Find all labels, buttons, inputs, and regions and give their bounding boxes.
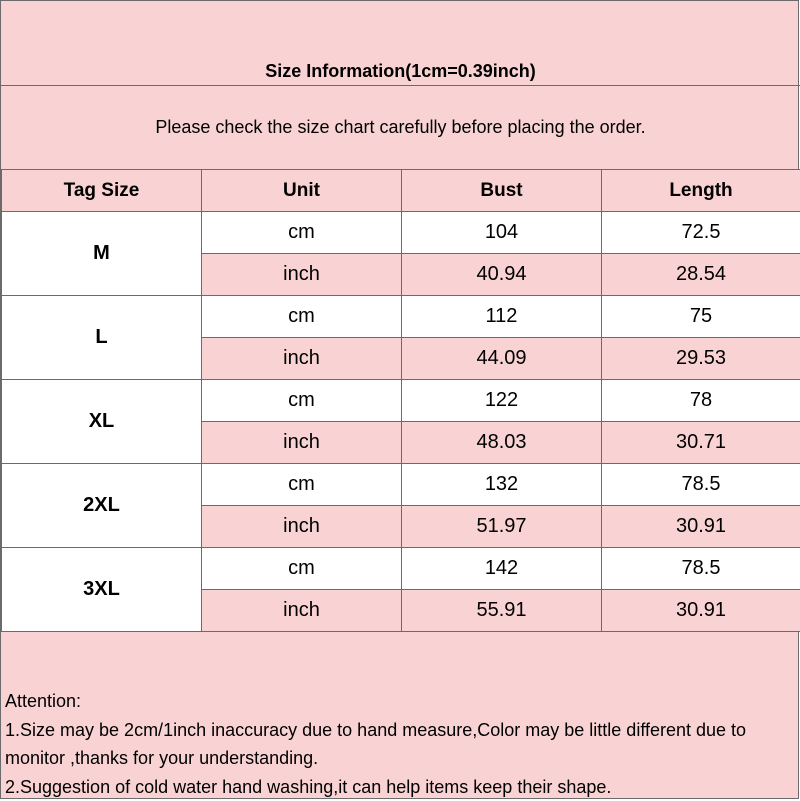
- unit-cell: inch: [202, 506, 402, 548]
- unit-cell: cm: [202, 548, 402, 590]
- length-cell: 30.91: [602, 506, 800, 548]
- length-cell: 29.53: [602, 338, 800, 380]
- length-cell: 78.5: [602, 464, 800, 506]
- size-info-title: Size Information(1cm=0.39inch): [1, 1, 800, 86]
- bust-cell: 51.97: [402, 506, 602, 548]
- bust-cell: 48.03: [402, 422, 602, 464]
- unit-cell: cm: [202, 464, 402, 506]
- attention-line-1: 1.Size may be 2cm/1inch inaccuracy due to hand measure,Color may be little different due to monitor ,thanks for your understanding.: [5, 716, 795, 773]
- table-row: [2, 548, 800, 590]
- length-cell: 28.54: [602, 254, 800, 296]
- tag-size-cell: 3XL: [2, 548, 202, 632]
- unit-cell: inch: [202, 338, 402, 380]
- bust-cell: 142: [402, 548, 602, 590]
- unit-cell: inch: [202, 254, 402, 296]
- header-length: Length: [602, 170, 800, 212]
- header-unit: Unit: [202, 170, 402, 212]
- size-chart-notice: Please check the size chart carefully before placing the order.: [1, 86, 800, 170]
- length-cell: 72.5: [602, 212, 800, 254]
- header-bust: Bust: [402, 170, 602, 212]
- length-cell: 75: [602, 296, 800, 338]
- tag-size-cell: M: [2, 212, 202, 296]
- attention-heading: Attention:: [5, 687, 795, 716]
- length-cell: 78.5: [602, 548, 800, 590]
- unit-cell: cm: [202, 212, 402, 254]
- bust-cell: 55.91: [402, 590, 602, 632]
- bust-cell: 122: [402, 380, 602, 422]
- length-cell: 78: [602, 380, 800, 422]
- unit-cell: inch: [202, 422, 402, 464]
- length-cell: 30.91: [602, 590, 800, 632]
- table-row: [2, 212, 800, 254]
- bust-cell: 44.09: [402, 338, 602, 380]
- tag-size-cell: XL: [2, 380, 202, 464]
- unit-cell: inch: [202, 590, 402, 632]
- tag-size-cell: 2XL: [2, 464, 202, 548]
- unit-cell: cm: [202, 380, 402, 422]
- attention-line-2: 2.Suggestion of cold water hand washing,it can help items keep their shape.: [5, 773, 795, 801]
- bust-cell: 40.94: [402, 254, 602, 296]
- table-row: [2, 296, 800, 338]
- attention-notes: [5, 687, 795, 801]
- table-row: [2, 464, 800, 506]
- tag-size-cell: L: [2, 296, 202, 380]
- length-cell: 30.71: [602, 422, 800, 464]
- bust-cell: 104: [402, 212, 602, 254]
- header-tag-size: Tag Size: [2, 170, 202, 212]
- bust-cell: 132: [402, 464, 602, 506]
- unit-cell: cm: [202, 296, 402, 338]
- table-row: [2, 380, 800, 422]
- table-header-row: [2, 170, 800, 212]
- bust-cell: 112: [402, 296, 602, 338]
- size-table: [1, 169, 800, 632]
